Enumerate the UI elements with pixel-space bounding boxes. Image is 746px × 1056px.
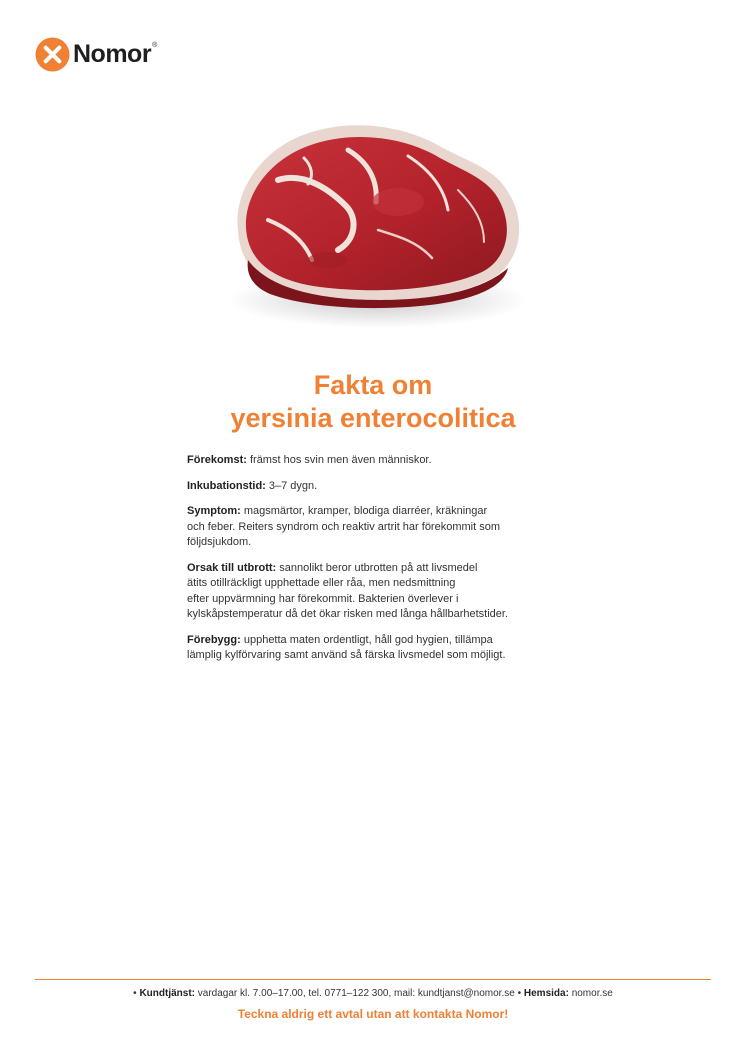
title-line-1: Fakta om (313, 370, 433, 400)
fact-label: Förekomst: (187, 454, 247, 466)
fact-label: Symptom: (187, 505, 241, 517)
brand-name: Nomor (73, 40, 152, 68)
fact-symptom (187, 504, 547, 551)
hemsida-label: Hemsida: (523, 988, 569, 999)
kundtjanst-label: Kundtjänst: (139, 988, 195, 999)
hemsida-link[interactable]: nomor.se (571, 988, 613, 999)
title-line-2: yersinia enterocolitica (230, 403, 516, 433)
fact-text: och feber. Reiters syndrom och reaktiv artrit har förekommit som (187, 520, 500, 533)
bullet: • (133, 988, 137, 999)
fact-text: ätits otillräckligt upphettade eller råa, men nedsmittning (187, 577, 456, 589)
registered-mark: ® (152, 42, 158, 49)
footer-contact (0, 988, 746, 999)
brand-logo (35, 36, 157, 72)
footer-slogan: Teckna aldrig ett avtal utan att kontakta Nomor! (237, 1007, 509, 1021)
fact-text: följdsjukdom. (187, 536, 252, 548)
fact-text: sannolikt beror utbrotten på att livsmedel (279, 561, 478, 574)
beef-steak-image (208, 110, 548, 335)
fact-forekomst (187, 453, 547, 469)
fact-forebygg (187, 633, 547, 664)
fact-label: Orsak till utbrott: (187, 561, 277, 574)
fact-text: efter uppvärmning har förekommit. Bakterien överlever i (187, 592, 459, 605)
bullet: • (517, 988, 522, 999)
fact-text: främst hos svin men även människor. (249, 454, 432, 466)
nomor-x-logo-icon (35, 37, 70, 72)
fact-inkubationstid (187, 479, 547, 495)
fact-label: Förebygg: (187, 633, 241, 646)
fact-text: upphetta maten ordentligt, håll god hygien, tillämpa (243, 633, 493, 646)
kundtjanst-text: vardagar kl. 7.00–17.00, tel. 0771–122 300, mail: kundtjanst@nomor.se (197, 988, 515, 999)
page-title (0, 369, 746, 435)
footer-divider (35, 979, 711, 980)
fact-text: kylskåpstemperatur då det ökar risken med långa hållbarhetstider. (187, 608, 509, 620)
fact-text: magsmärtor, kramper, blodiga diarréer, kräkningar (243, 505, 488, 517)
fact-text: 3–7 dygn. (268, 479, 318, 492)
fact-label: Inkubationstid: (187, 479, 266, 492)
fact-text: lämplig kylförvaring samt använd så färska livsmedel som möjligt. (187, 649, 506, 661)
facts-section (187, 453, 547, 674)
fact-orsak-till-utbrott (187, 561, 547, 623)
